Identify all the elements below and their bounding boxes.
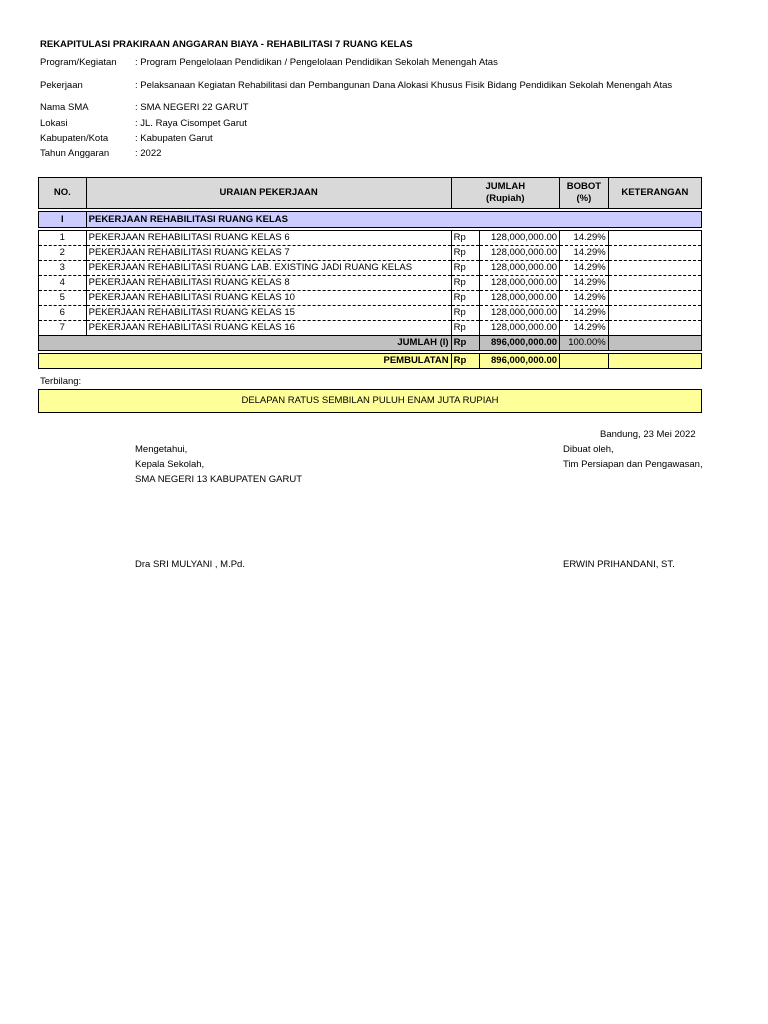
total-label: JUMLAH (I) <box>39 336 452 351</box>
header-keterangan: KETERANGAN <box>608 178 701 209</box>
meta-label-lokasi: Lokasi <box>40 118 68 129</box>
meta-value-kabupaten: : Kabupaten Garut <box>135 133 213 144</box>
right-sign-line2: Tim Persiapan dan Pengawasan, <box>563 459 703 470</box>
row-keterangan <box>608 231 701 246</box>
row-amount: 128,000,000.00 <box>479 261 559 276</box>
rounding-amount: 896,000,000.00 <box>479 354 559 369</box>
row-currency: Rp <box>451 276 479 291</box>
row-bobot: 14.29% <box>560 321 609 336</box>
meta-label-program: Program/Kegiatan <box>40 57 117 68</box>
left-sign-line1: Mengetahui, <box>135 444 188 455</box>
row-currency: Rp <box>451 231 479 246</box>
row-bobot: 14.29% <box>560 291 609 306</box>
table-row <box>39 276 702 291</box>
header-jumlah-line1: JUMLAH <box>485 181 526 192</box>
row-uraian: PEKERJAAN REHABILITASI RUANG KELAS 10 <box>86 291 451 306</box>
row-bobot: 14.29% <box>560 306 609 321</box>
row-no: 5 <box>39 291 87 306</box>
total-amount: 896,000,000.00 <box>479 336 559 351</box>
section-row <box>39 212 702 228</box>
meta-value-program: : Program Pengelolaan Pendidikan / Pengelolaan Pendidikan Sekolah Menengah Atas <box>135 57 498 68</box>
total-bobot: 100.00% <box>560 336 609 351</box>
table-header-row <box>39 178 702 209</box>
section-label: PEKERJAAN REHABILITASI RUANG KELAS <box>86 212 701 228</box>
rounding-row <box>39 354 702 369</box>
table-row <box>39 321 702 336</box>
row-currency: Rp <box>451 291 479 306</box>
rounding-currency: Rp <box>451 354 479 369</box>
table-row <box>39 306 702 321</box>
total-currency: Rp <box>451 336 479 351</box>
left-signatory-name: Dra SRI MULYANI , M.Pd. <box>135 559 245 570</box>
row-uraian: PEKERJAAN REHABILITASI RUANG KELAS 15 <box>86 306 451 321</box>
table-row <box>39 231 702 246</box>
row-keterangan <box>608 276 701 291</box>
meta-label-kabupaten: Kabupaten/Kota <box>40 133 109 144</box>
row-keterangan <box>608 321 701 336</box>
header-jumlah <box>451 178 559 209</box>
row-amount: 128,000,000.00 <box>479 321 559 336</box>
header-uraian: URAIAN PEKERJAAN <box>86 178 451 209</box>
header-bobot-line2: (%) <box>576 193 592 204</box>
row-no: 6 <box>39 306 87 321</box>
rounding-label: PEMBULATAN <box>39 354 452 369</box>
row-bobot: 14.29% <box>560 246 609 261</box>
meta-label-nama-sma: Nama SMA <box>40 102 89 113</box>
row-currency: Rp <box>451 306 479 321</box>
row-bobot: 14.29% <box>560 276 609 291</box>
meta-value-pekerjaan: : Pelaksanaan Kegiatan Rehabilitasi dan Pembangunan Dana Alokasi Khusus Fisik Bidang Pendidikan Sekolah Menengah Atas <box>135 80 673 91</box>
rounding-keterangan <box>608 354 701 369</box>
row-uraian: PEKERJAAN REHABILITASI RUANG KELAS 16 <box>86 321 451 336</box>
row-no: 3 <box>39 261 87 276</box>
row-no: 4 <box>39 276 87 291</box>
meta-label-tahun: Tahun Anggaran <box>40 148 110 159</box>
row-amount: 128,000,000.00 <box>479 291 559 306</box>
right-signatory-name: ERWIN PRIHANDANI, ST. <box>563 559 675 570</box>
header-jumlah-line2: (Rupiah) <box>486 193 525 204</box>
row-amount: 128,000,000.00 <box>479 246 559 261</box>
row-no: 7 <box>39 321 87 336</box>
row-currency: Rp <box>451 246 479 261</box>
header-no: NO. <box>39 178 87 209</box>
total-keterangan <box>608 336 701 351</box>
row-uraian: PEKERJAAN REHABILITASI RUANG LAB. EXISTING JADI RUANG KELAS <box>86 261 451 276</box>
meta-value-tahun: : 2022 <box>135 148 162 159</box>
row-currency: Rp <box>451 321 479 336</box>
row-keterangan <box>608 291 701 306</box>
row-amount: 128,000,000.00 <box>479 276 559 291</box>
left-sign-line2: Kepala Sekolah, <box>135 459 205 470</box>
row-amount: 128,000,000.00 <box>479 231 559 246</box>
table-row <box>39 261 702 276</box>
meta-value-lokasi: : JL. Raya Cisompet Garut <box>135 118 247 129</box>
header-bobot <box>560 178 609 209</box>
meta-value-nama-sma: : SMA NEGERI 22 GARUT <box>135 102 249 113</box>
section-no: I <box>39 212 87 228</box>
row-keterangan <box>608 306 701 321</box>
table-row <box>39 291 702 306</box>
row-uraian: PEKERJAAN REHABILITASI RUANG KELAS 7 <box>86 246 451 261</box>
row-amount: 128,000,000.00 <box>479 306 559 321</box>
terbilang-box: DELAPAN RATUS SEMBILAN PULUH ENAM JUTA RUPIAH <box>38 389 702 413</box>
document-title: REKAPITULASI PRAKIRAAN ANGGARAN BIAYA - REHABILITASI 7 RUANG KELAS <box>40 39 413 50</box>
place-date: Bandung, 23 Mei 2022 <box>600 429 696 440</box>
row-no: 2 <box>39 246 87 261</box>
table-row <box>39 246 702 261</box>
row-keterangan <box>608 246 701 261</box>
row-bobot: 14.29% <box>560 261 609 276</box>
row-no: 1 <box>39 231 87 246</box>
rounding-bobot <box>560 354 609 369</box>
row-uraian: PEKERJAAN REHABILITASI RUANG KELAS 8 <box>86 276 451 291</box>
row-bobot: 14.29% <box>560 231 609 246</box>
total-row <box>39 336 702 351</box>
terbilang-label: Terbilang: <box>40 376 82 387</box>
row-keterangan <box>608 261 701 276</box>
header-bobot-line1: BOBOT <box>566 181 602 192</box>
row-uraian: PEKERJAAN REHABILITASI RUANG KELAS 6 <box>86 231 451 246</box>
budget-table <box>38 177 702 369</box>
left-sign-line3: SMA NEGERI 13 KABUPATEN GARUT <box>135 474 302 485</box>
right-sign-line1: Dibuat oleh, <box>563 444 614 455</box>
row-currency: Rp <box>451 261 479 276</box>
meta-label-pekerjaan: Pekerjaan <box>40 80 83 91</box>
